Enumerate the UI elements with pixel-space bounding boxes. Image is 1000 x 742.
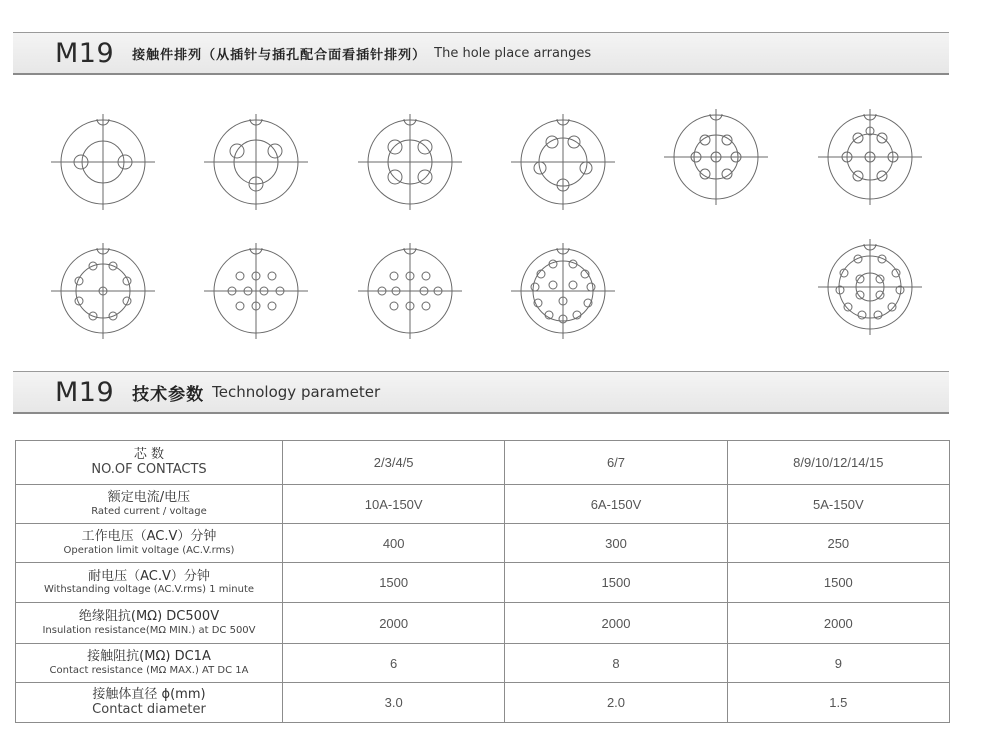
table-cell: 3.0 — [283, 683, 505, 723]
contact-diagram-9 — [203, 242, 309, 340]
row-label — [16, 603, 283, 644]
technology-parameter-table — [15, 440, 950, 723]
row-label-cn: 接触体直径 ϕ(mm) — [92, 687, 206, 703]
table-cell: 5A-150V — [727, 485, 949, 524]
row-label-cn: 绝缘阻抗(MΩ) DC500V — [78, 609, 220, 625]
table-row — [16, 683, 950, 723]
table-cell: 6/7 — [505, 441, 727, 485]
section-header-hole-arrangement — [13, 32, 949, 75]
table-cell: 1500 — [283, 563, 505, 603]
table-cell: 400 — [283, 524, 505, 563]
row-label-en: Contact diameter — [92, 701, 206, 717]
model-label: M19 — [55, 37, 115, 69]
section-title-cn: 接触件排列（从插针与插孔配合面看插针排列） — [132, 47, 427, 63]
contact-diagram-6 — [663, 108, 769, 206]
table-cell: 1.5 — [727, 683, 949, 723]
table-cell: 2000 — [505, 603, 727, 644]
table-cell: 10A-150V — [283, 485, 505, 524]
contact-diagram-12 — [510, 242, 616, 340]
table-cell: 8 — [505, 644, 727, 683]
section-title-en: The hole place arranges — [434, 45, 592, 61]
row-label — [16, 524, 283, 563]
row-label — [16, 485, 283, 524]
row-label-en: Contact resistance (MΩ MAX.) AT DC 1A — [49, 664, 249, 676]
table-row — [16, 644, 950, 683]
table-row — [16, 603, 950, 644]
table-cell: 1500 — [505, 563, 727, 603]
table-row — [16, 485, 950, 524]
row-label — [16, 563, 283, 603]
contact-diagram-5 — [510, 113, 616, 211]
table-cell: 2.0 — [505, 683, 727, 723]
table-cell: 250 — [727, 524, 949, 563]
contact-diagram-2 — [50, 113, 156, 211]
table-cell: 9 — [727, 644, 949, 683]
row-label-cn: 耐电压（AC.V）分钟 — [88, 568, 210, 584]
row-label — [16, 683, 283, 723]
table-row — [16, 563, 950, 603]
row-label-cn: 工作电压（AC.V）分钟 — [81, 529, 217, 545]
row-label-cn: 芯 数 — [133, 447, 165, 463]
table-cell: 2000 — [727, 603, 949, 644]
contact-diagram-4 — [357, 113, 463, 211]
contact-diagram-14 — [817, 238, 923, 336]
model-label: M19 — [55, 376, 115, 408]
row-label-en: NO.OF CONTACTS — [91, 461, 207, 477]
section-title-cn: 技术参数 — [132, 384, 205, 405]
table-cell: 6 — [283, 644, 505, 683]
row-label-cn: 额定电流/电压 — [107, 490, 191, 506]
table-cell: 2/3/4/5 — [283, 441, 505, 485]
row-label-en: Rated current / voltage — [91, 505, 207, 517]
table-row — [16, 441, 950, 485]
contact-diagram-7 — [817, 108, 923, 206]
table-row — [16, 524, 950, 563]
table-cell: 1500 — [727, 563, 949, 603]
row-label-en: Withstanding voltage (AC.V.rms) 1 minute — [43, 584, 255, 596]
row-label — [16, 441, 283, 485]
contact-diagram-10 — [357, 242, 463, 340]
section-header-technology-parameter — [13, 371, 949, 414]
row-label-en: Operation limit voltage (AC.V.rms) — [63, 544, 235, 556]
contact-diagram-8 — [50, 242, 156, 340]
row-label-en: Insulation resistance(MΩ MIN.) at DC 500V — [42, 624, 256, 636]
table-cell: 300 — [505, 524, 727, 563]
row-label-cn: 接触阻抗(MΩ) DC1A — [87, 649, 211, 665]
table-cell: 6A-150V — [505, 485, 727, 524]
contact-diagram-3 — [203, 113, 309, 211]
row-label — [16, 644, 283, 683]
table-cell: 2000 — [283, 603, 505, 644]
section-title-en: Technology parameter — [212, 383, 381, 401]
table-cell: 8/9/10/12/14/15 — [727, 441, 949, 485]
